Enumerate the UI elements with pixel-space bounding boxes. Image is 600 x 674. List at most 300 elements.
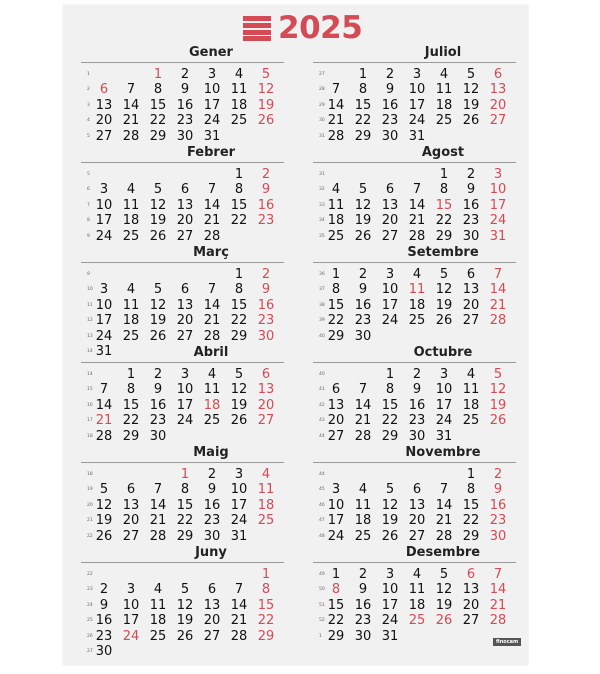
day-cell: 25 xyxy=(230,113,248,129)
day-cell: 2 xyxy=(99,582,109,598)
day-cell: 18 xyxy=(230,97,248,113)
week-number: 10 xyxy=(87,287,93,293)
day-cell: 1 xyxy=(331,267,341,282)
day-cell: 19 xyxy=(230,397,248,413)
day-cell: 8 xyxy=(126,382,136,398)
day-cell: 14 xyxy=(203,197,221,213)
day-cell: 14 xyxy=(327,97,345,113)
day-cell: 30 xyxy=(149,428,167,444)
day-cell: 29 xyxy=(122,428,140,444)
day-cell: 28 xyxy=(203,228,221,244)
day-cell: 1 xyxy=(439,167,449,182)
week-number: 5 xyxy=(87,172,90,177)
week-number: 46 xyxy=(319,502,325,508)
day-cell: 7 xyxy=(234,582,244,598)
day-cell: 4 xyxy=(234,67,244,82)
day-cell: 25 xyxy=(408,613,426,629)
day-cell: 23 xyxy=(95,628,113,644)
day-cell: 22 xyxy=(257,613,275,629)
month-setembre xyxy=(295,245,530,343)
day-cell: 19 xyxy=(435,297,453,313)
day-cell: 13 xyxy=(462,582,480,598)
day-cell: 31 xyxy=(230,528,248,544)
day-cell: 4 xyxy=(466,367,476,382)
day-cell: 23 xyxy=(149,413,167,429)
day-cell: 16 xyxy=(149,397,167,413)
day-cell: 10 xyxy=(381,282,399,298)
week-number: 1 xyxy=(87,72,90,77)
day-cell: 16 xyxy=(257,197,275,213)
week-number: 43 xyxy=(319,418,325,424)
day-cell: 30 xyxy=(176,128,194,144)
day-cell: 25 xyxy=(122,328,140,344)
day-cell: 27 xyxy=(489,113,507,129)
day-cell: 9 xyxy=(466,182,476,198)
day-cell: 30 xyxy=(354,328,372,344)
month-juliol xyxy=(295,45,530,143)
day-cell: 3 xyxy=(412,67,422,82)
day-cell: 8 xyxy=(358,82,368,98)
day-cell: 31 xyxy=(489,228,507,244)
day-cell: 13 xyxy=(489,82,507,98)
day-cell: 4 xyxy=(331,182,341,198)
month-rule xyxy=(313,462,516,463)
month-octubre xyxy=(295,345,530,443)
month-rule xyxy=(313,262,516,263)
day-cell: 26 xyxy=(149,328,167,344)
day-cell: 10 xyxy=(95,197,113,213)
day-cell: 8 xyxy=(261,582,271,598)
day-cell: 1 xyxy=(180,467,190,482)
day-cell: 29 xyxy=(257,628,275,644)
month-desembre xyxy=(295,545,530,643)
day-cell: 17 xyxy=(381,597,399,613)
day-cell: 23 xyxy=(354,313,372,329)
day-cell: 5 xyxy=(466,67,476,82)
week-number: 52 xyxy=(319,618,325,624)
day-cell: 12 xyxy=(95,497,113,513)
day-cell: 30 xyxy=(354,628,372,644)
day-cell: 16 xyxy=(381,97,399,113)
day-cell: 28 xyxy=(435,528,453,544)
day-cell: 23 xyxy=(462,213,480,229)
day-cell: 3 xyxy=(439,367,449,382)
week-number: 27 xyxy=(319,72,325,77)
day-cell: 8 xyxy=(234,282,244,298)
day-cell: 10 xyxy=(203,82,221,98)
day-cell: 29 xyxy=(230,328,248,344)
day-cell: 26 xyxy=(95,528,113,544)
day-cell: 21 xyxy=(95,413,113,429)
day-cell: 13 xyxy=(176,197,194,213)
week-number: 14 xyxy=(87,349,93,354)
day-cell: 20 xyxy=(327,413,345,429)
day-cell: 31 xyxy=(408,128,426,144)
day-cell: 7 xyxy=(493,567,503,582)
week-number: 18 xyxy=(87,433,93,439)
day-cell: 11 xyxy=(408,582,426,598)
day-cell: 21 xyxy=(203,313,221,329)
day-cell: 8 xyxy=(439,182,449,198)
day-cell: 19 xyxy=(257,97,275,113)
day-cell: 5 xyxy=(493,367,503,382)
day-cell: 29 xyxy=(354,128,372,144)
day-cell: 6 xyxy=(385,182,395,198)
day-cell: 20 xyxy=(408,513,426,529)
day-cell: 23 xyxy=(176,113,194,129)
month-name: Setembre xyxy=(407,245,479,260)
day-cell: 8 xyxy=(385,382,395,398)
day-cell: 24 xyxy=(381,613,399,629)
day-cell: 26 xyxy=(435,613,453,629)
week-number: 2 xyxy=(87,87,90,93)
week-number: 42 xyxy=(319,402,325,408)
day-cell: 11 xyxy=(257,482,275,498)
week-number: 11 xyxy=(87,302,93,308)
week-number: 33 xyxy=(319,202,325,208)
day-cell: 16 xyxy=(408,397,426,413)
week-number: 15 xyxy=(87,387,93,393)
day-cell: 10 xyxy=(435,382,453,398)
day-cell: 11 xyxy=(122,297,140,313)
day-cell: 5 xyxy=(261,67,271,82)
week-number: 28 xyxy=(319,87,325,93)
day-cell: 8 xyxy=(331,282,341,298)
day-cell: 24 xyxy=(95,328,113,344)
day-cell: 7 xyxy=(99,382,109,398)
week-number: 9 xyxy=(87,233,90,239)
day-cell: 11 xyxy=(435,82,453,98)
day-cell: 23 xyxy=(203,513,221,529)
day-cell: 3 xyxy=(385,267,395,282)
day-cell: 18 xyxy=(122,313,140,329)
day-cell: 20 xyxy=(489,97,507,113)
day-cell: 5 xyxy=(180,582,190,598)
day-cell: 27 xyxy=(203,628,221,644)
week-number: 1 xyxy=(319,633,322,639)
day-cell: 22 xyxy=(354,113,372,129)
day-cell: 21 xyxy=(327,113,345,129)
day-cell: 12 xyxy=(230,382,248,398)
month-rule xyxy=(313,562,516,563)
day-cell: 13 xyxy=(122,497,140,513)
day-cell: 27 xyxy=(176,228,194,244)
day-cell: 12 xyxy=(257,82,275,98)
day-cell: 5 xyxy=(439,567,449,582)
day-cell: 7 xyxy=(358,382,368,398)
day-cell: 24 xyxy=(489,213,507,229)
day-cell: 14 xyxy=(354,397,372,413)
week-number: 22 xyxy=(87,572,93,577)
week-number: 40 xyxy=(319,333,325,339)
day-cell: 6 xyxy=(126,482,136,498)
day-cell: 13 xyxy=(95,97,113,113)
day-cell: 14 xyxy=(489,282,507,298)
day-cell: 15 xyxy=(381,397,399,413)
day-cell: 20 xyxy=(176,213,194,229)
week-number: 5 xyxy=(87,133,90,139)
day-cell: 23 xyxy=(408,413,426,429)
day-cell: 26 xyxy=(230,413,248,429)
month-rule xyxy=(313,362,516,363)
week-number: 24 xyxy=(87,602,93,608)
month-maig xyxy=(63,445,298,543)
day-cell: 19 xyxy=(489,397,507,413)
day-cell: 12 xyxy=(462,82,480,98)
day-cell: 5 xyxy=(234,367,244,382)
day-cell: 30 xyxy=(462,228,480,244)
day-cell: 11 xyxy=(354,497,372,513)
day-cell: 30 xyxy=(95,644,113,659)
day-cell: 10 xyxy=(408,82,426,98)
day-cell: 17 xyxy=(435,397,453,413)
week-number: 37 xyxy=(319,287,325,293)
day-cell: 20 xyxy=(462,597,480,613)
day-cell: 3 xyxy=(234,467,244,482)
year-title: 2025 xyxy=(278,10,363,46)
day-cell: 26 xyxy=(489,413,507,429)
day-cell: 12 xyxy=(149,197,167,213)
day-cell: 15 xyxy=(122,397,140,413)
day-cell: 15 xyxy=(462,497,480,513)
day-cell: 10 xyxy=(176,382,194,398)
day-cell: 17 xyxy=(327,513,345,529)
day-cell: 29 xyxy=(149,128,167,144)
month-name: Abril xyxy=(193,345,229,360)
week-number: 18 xyxy=(87,472,93,477)
day-cell: 22 xyxy=(122,413,140,429)
day-cell: 27 xyxy=(95,128,113,144)
week-number: 4 xyxy=(87,118,90,124)
month-rule xyxy=(81,362,284,363)
day-cell: 11 xyxy=(122,197,140,213)
day-cell: 1 xyxy=(385,367,395,382)
day-cell: 31 xyxy=(203,128,221,144)
day-cell: 13 xyxy=(176,297,194,313)
day-cell: 25 xyxy=(435,113,453,129)
day-cell: 12 xyxy=(489,382,507,398)
week-number: 3 xyxy=(87,102,90,108)
day-cell: 3 xyxy=(180,367,190,382)
week-number: 20 xyxy=(87,502,93,508)
day-cell: 30 xyxy=(408,428,426,444)
day-cell: 29 xyxy=(176,528,194,544)
day-cell: 18 xyxy=(408,297,426,313)
day-cell: 28 xyxy=(230,628,248,644)
week-number: 38 xyxy=(319,302,325,308)
day-cell: 28 xyxy=(203,328,221,344)
day-cell: 10 xyxy=(230,482,248,498)
day-cell: 14 xyxy=(230,597,248,613)
day-cell: 27 xyxy=(327,428,345,444)
day-cell: 11 xyxy=(408,282,426,298)
day-cell: 16 xyxy=(95,613,113,629)
day-cell: 21 xyxy=(149,513,167,529)
month-rule xyxy=(313,62,516,63)
month-gener xyxy=(63,45,298,143)
day-cell: 1 xyxy=(153,67,163,82)
day-cell: 24 xyxy=(203,113,221,129)
day-cell: 3 xyxy=(493,167,503,182)
week-number: 44 xyxy=(319,433,325,439)
day-cell: 24 xyxy=(408,113,426,129)
day-cell: 22 xyxy=(462,513,480,529)
day-cell: 21 xyxy=(435,513,453,529)
month-rule xyxy=(313,162,516,163)
day-cell: 9 xyxy=(207,482,217,498)
day-cell: 5 xyxy=(99,482,109,498)
day-cell: 7 xyxy=(207,182,217,198)
day-cell: 6 xyxy=(207,582,217,598)
day-cell: 28 xyxy=(354,428,372,444)
week-number: 36 xyxy=(319,272,325,277)
day-cell: 8 xyxy=(234,182,244,198)
month-rule xyxy=(81,562,284,563)
day-cell: 3 xyxy=(99,182,109,198)
day-cell: 25 xyxy=(149,628,167,644)
week-number: 27 xyxy=(87,649,93,654)
week-number: 23 xyxy=(87,587,93,593)
day-cell: 9 xyxy=(99,597,109,613)
week-number: 9 xyxy=(87,272,90,277)
day-cell: 22 xyxy=(230,213,248,229)
day-cell: 9 xyxy=(358,582,368,598)
day-cell: 4 xyxy=(261,467,271,482)
day-cell: 2 xyxy=(358,567,368,582)
day-cell: 17 xyxy=(95,213,113,229)
day-cell: 7 xyxy=(412,182,422,198)
day-cell: 18 xyxy=(435,97,453,113)
month-name: Gener xyxy=(189,45,233,60)
week-number: 7 xyxy=(87,202,90,208)
day-cell: 14 xyxy=(203,297,221,313)
day-cell: 4 xyxy=(412,267,422,282)
month-novembre xyxy=(295,445,530,543)
day-cell: 15 xyxy=(435,197,453,213)
day-cell: 27 xyxy=(462,613,480,629)
day-cell: 23 xyxy=(257,313,275,329)
day-cell: 17 xyxy=(489,197,507,213)
day-cell: 21 xyxy=(354,413,372,429)
day-cell: 28 xyxy=(489,613,507,629)
day-cell: 24 xyxy=(327,528,345,544)
day-cell: 1 xyxy=(126,367,136,382)
day-cell: 12 xyxy=(435,282,453,298)
month-abril xyxy=(63,345,298,443)
week-number: 31 xyxy=(319,172,325,177)
day-cell: 2 xyxy=(207,467,217,482)
day-cell: 28 xyxy=(149,528,167,544)
day-cell: 15 xyxy=(257,597,275,613)
day-cell: 18 xyxy=(257,497,275,513)
day-cell: 14 xyxy=(149,497,167,513)
day-cell: 29 xyxy=(381,428,399,444)
day-cell: 22 xyxy=(176,513,194,529)
day-cell: 9 xyxy=(358,282,368,298)
day-cell: 16 xyxy=(489,497,507,513)
day-cell: 1 xyxy=(261,567,271,582)
week-number: 44 xyxy=(319,472,325,477)
day-cell: 29 xyxy=(462,528,480,544)
day-cell: 13 xyxy=(257,382,275,398)
day-cell: 10 xyxy=(95,297,113,313)
day-cell: 11 xyxy=(203,382,221,398)
day-cell: 1 xyxy=(234,167,244,182)
day-cell: 12 xyxy=(149,297,167,313)
day-cell: 1 xyxy=(358,67,368,82)
day-cell: 22 xyxy=(435,213,453,229)
day-cell: 9 xyxy=(261,282,271,298)
day-cell: 18 xyxy=(354,513,372,529)
day-cell: 2 xyxy=(385,67,395,82)
month-rule xyxy=(81,462,284,463)
day-cell: 29 xyxy=(327,328,345,344)
day-cell: 27 xyxy=(176,328,194,344)
day-cell: 24 xyxy=(230,513,248,529)
day-cell: 19 xyxy=(176,613,194,629)
day-cell: 24 xyxy=(122,628,140,644)
day-cell: 6 xyxy=(331,382,341,398)
day-cell: 4 xyxy=(207,367,217,382)
day-cell: 16 xyxy=(176,97,194,113)
day-cell: 9 xyxy=(412,382,422,398)
day-cell: 2 xyxy=(261,167,271,182)
day-cell: 16 xyxy=(257,297,275,313)
day-cell: 15 xyxy=(230,297,248,313)
day-cell: 27 xyxy=(122,528,140,544)
month-name: Febrer xyxy=(186,145,236,160)
day-cell: 25 xyxy=(327,228,345,244)
day-cell: 19 xyxy=(381,513,399,529)
month-name: Novembre xyxy=(405,445,481,460)
day-cell: 13 xyxy=(462,282,480,298)
calendar-poster xyxy=(63,5,528,665)
week-number: 19 xyxy=(87,487,93,493)
day-cell: 25 xyxy=(354,528,372,544)
day-cell: 22 xyxy=(381,413,399,429)
day-cell: 5 xyxy=(153,182,163,198)
day-cell: 15 xyxy=(176,497,194,513)
day-cell: 12 xyxy=(354,197,372,213)
week-number: 39 xyxy=(319,318,325,324)
day-cell: 25 xyxy=(408,313,426,329)
day-cell: 17 xyxy=(176,397,194,413)
week-number: 13 xyxy=(87,333,93,339)
day-cell: 10 xyxy=(122,597,140,613)
day-cell: 26 xyxy=(149,228,167,244)
day-cell: 26 xyxy=(462,113,480,129)
day-cell: 14 xyxy=(408,197,426,213)
day-cell: 26 xyxy=(435,313,453,329)
day-cell: 12 xyxy=(176,597,194,613)
day-cell: 18 xyxy=(408,597,426,613)
day-cell: 21 xyxy=(489,597,507,613)
day-cell: 25 xyxy=(257,513,275,529)
day-cell: 15 xyxy=(327,597,345,613)
day-cell: 4 xyxy=(439,67,449,82)
week-number: 34 xyxy=(319,218,325,224)
month-rule xyxy=(81,162,284,163)
day-cell: 9 xyxy=(153,382,163,398)
day-cell: 19 xyxy=(354,213,372,229)
day-cell: 23 xyxy=(257,213,275,229)
day-cell: 4 xyxy=(412,567,422,582)
day-cell: 28 xyxy=(122,128,140,144)
day-cell: 27 xyxy=(462,313,480,329)
day-cell: 11 xyxy=(462,382,480,398)
day-cell: 2 xyxy=(412,367,422,382)
day-cell: 21 xyxy=(408,213,426,229)
